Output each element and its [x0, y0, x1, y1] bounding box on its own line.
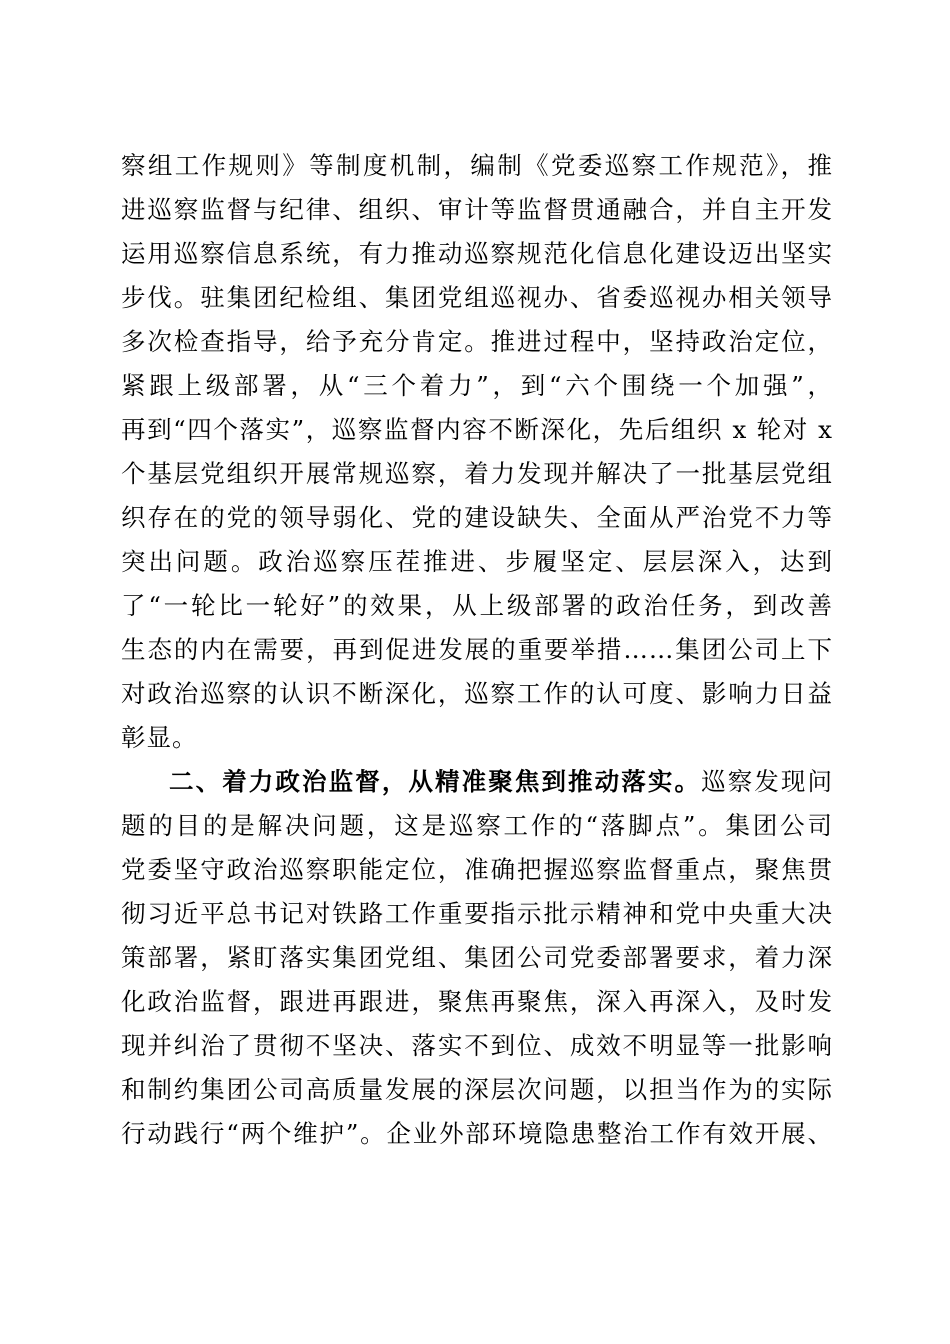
paragraph-1 [121, 144, 833, 760]
paragraph-line: 对政治巡察的认识不断深化，巡察工作的认可度、影响力日益 [121, 679, 833, 708]
document-body [121, 144, 833, 1156]
paragraph-line: 步伐。驻集团纪检组、集团党组巡视办、省委巡视办相关领导 [121, 283, 833, 312]
paragraph-first-line [121, 760, 833, 804]
paragraph-2 [121, 760, 833, 1156]
paragraph-line: 个基层党组织开展常规巡察，着力发现并解决了一批基层党组 [121, 459, 833, 488]
paragraph-line: 运用巡察信息系统，有力推动巡察规范化信息化建设迈出坚实 [121, 239, 833, 268]
paragraph-line: 彰显。 [121, 723, 198, 752]
paragraph-line: 化政治监督，跟进再跟进，聚焦再聚焦，深入再深入，及时发 [121, 987, 833, 1016]
paragraph-line: 多次检查指导，给予充分肯定。推进过程中，坚持政治定位， [121, 327, 833, 356]
paragraph-line: 织存在的党的领导弱化、党的建设缺失、全面从严治党不力等 [121, 503, 833, 532]
paragraph-line: 了“一轮比一轮好”的效果，从上级部署的政治任务，到改善 [121, 591, 833, 620]
paragraph-line: 策部署，紧盯落实集团党组、集团公司党委部署要求，着力深 [121, 943, 833, 972]
paragraph-line: 察组工作规则》等制度机制，编制《党委巡察工作规范》，推 [121, 151, 833, 180]
heading-continuation: 巡察发现问 [701, 767, 834, 796]
paragraph-line: 和制约集团公司高质量发展的深层次问题，以担当作为的实际 [121, 1075, 833, 1104]
paragraph-line: 生态的内在需要，再到促进发展的重要举措……集团公司上下 [121, 635, 833, 664]
paragraph-line: 进巡察监督与纪律、组织、审计等监督贯通融合，并自主开发 [121, 195, 833, 224]
paragraph-line: 行动践行“两个维护”。企业外部环境隐患整治工作有效开展、 [121, 1119, 833, 1148]
paragraph-line: 彻习近平总书记对铁路工作重要指示批示精神和党中央重大决 [121, 899, 833, 928]
paragraph-line: 突出问题。政治巡察压茬推进、步履坚定、层层深入，达到 [121, 547, 833, 576]
paragraph-line: 党委坚守政治巡察职能定位，准确把握巡察监督重点，聚焦贯 [121, 855, 833, 884]
paragraph-line: 再到“四个落实”，巡察监督内容不断深化，先后组织 x 轮对 x [121, 415, 833, 444]
paragraph-line: 现并纠治了贯彻不坚决、落实不到位、成效不明显等一批影响 [121, 1031, 833, 1060]
paragraph-line: 题的目的是解决问题，这是巡察工作的“落脚点”。集团公司 [121, 811, 833, 840]
section-heading: 二、着力政治监督，从精准聚焦到推动落实。 [169, 767, 702, 796]
paragraph-line: 紧跟上级部署，从“三个着力”，到“六个围绕一个加强”， [121, 371, 833, 400]
